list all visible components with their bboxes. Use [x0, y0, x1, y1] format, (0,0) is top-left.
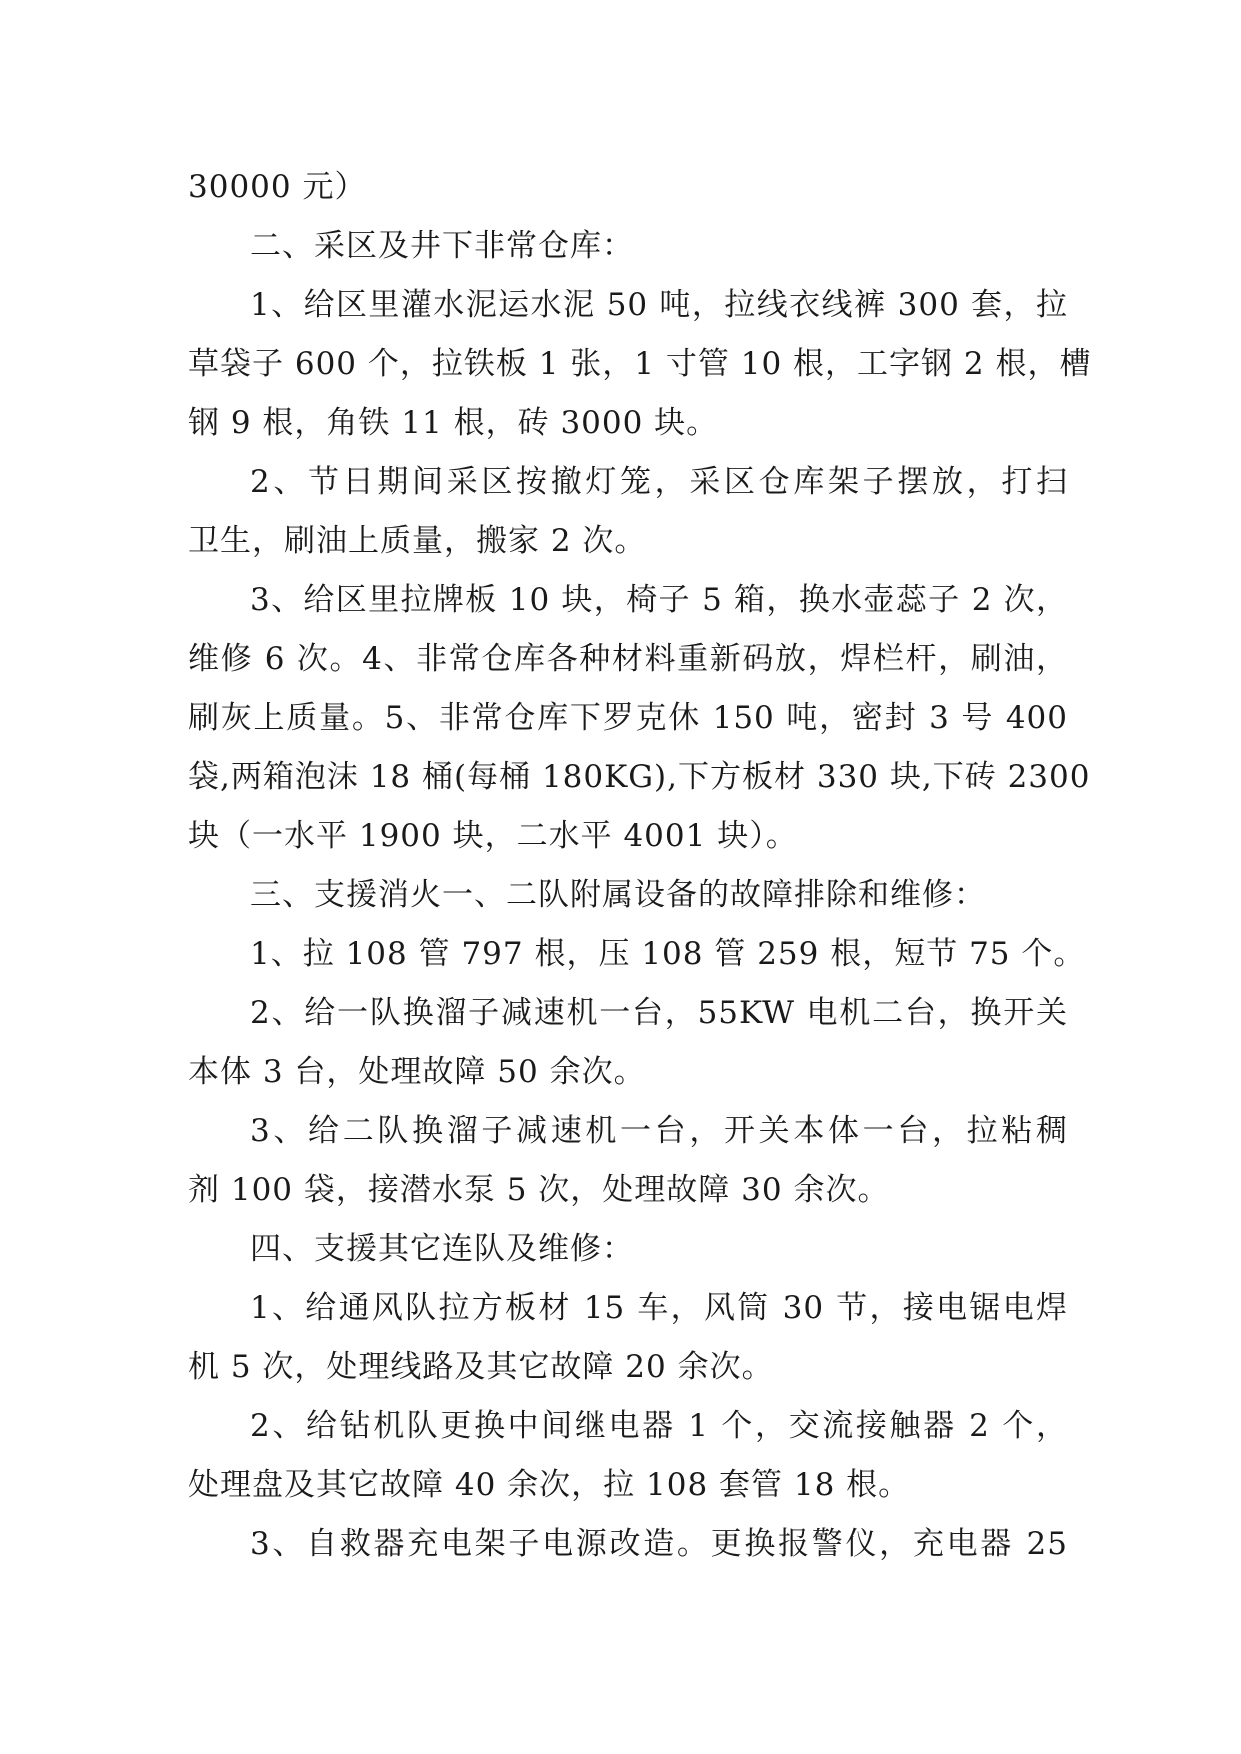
document-body [188, 158, 1092, 1574]
paragraph-line: 本体 3 台，处理故障 50 余次。 [188, 1054, 646, 1090]
paragraph-line: 草袋子 600 个，拉铁板 1 张，1 寸管 10 根，工字钢 2 根，槽 [188, 346, 1092, 382]
paragraph-line: 2、给钻机队更换中间继电器 1 个，交流接触器 2 个， [250, 1408, 1068, 1444]
paragraph-line: 1、给区里灌水泥运水泥 50 吨，拉线衣线裤 300 套，拉 [250, 287, 1068, 323]
paragraph-line: 块（一水平 1900 块，二水平 4001 块）。 [188, 818, 798, 854]
section-heading: 三、支援消火一、二队附属设备的故障排除和维修： [250, 877, 986, 913]
paragraph-line: 1、拉 108 管 797 根，压 108 管 259 根，短节 75 个。 [250, 936, 1086, 972]
paragraph-line: 2、节日期间采区按撤灯笼，采区仓库架子摆放，打扫 [250, 464, 1068, 500]
paragraph-line: 剂 100 袋，接潜水泵 5 次，处理故障 30 余次。 [188, 1172, 890, 1208]
paragraph-line: 机 5 次，处理线路及其它故障 20 余次。 [188, 1349, 774, 1385]
paragraph-line: 袋,两箱泡沫 18 桶(每桶 180KG),下方板材 330 块,下砖 2300 [188, 759, 1091, 795]
paragraph-line: 3、自救器充电架子电源改造。更换报警仪，充电器 25 [250, 1526, 1068, 1562]
section-heading: 二、采区及井下非常仓库： [250, 228, 634, 264]
paragraph-line: 2、给一队换溜子减速机一台，55KW 电机二台，换开关 [250, 995, 1068, 1031]
paragraph-line: 1、给通风队拉方板材 15 车，风筒 30 节，接电锯电焊 [250, 1290, 1068, 1326]
paragraph-line: 30000 元） [188, 169, 367, 205]
paragraph-line: 处理盘及其它故障 40 余次，拉 108 套管 18 根。 [188, 1467, 911, 1503]
paragraph-line: 3、给二队换溜子减速机一台，开关本体一台，拉粘稠 [250, 1113, 1068, 1149]
paragraph-line: 刷灰上质量。5、非常仓库下罗克休 150 吨，密封 3 号 400 [188, 700, 1068, 736]
section-heading: 四、支援其它连队及维修： [250, 1231, 634, 1267]
paragraph-line: 钢 9 根，角铁 11 根，砖 3000 块。 [188, 405, 719, 441]
paragraph-line: 维修 6 次。4、非常仓库各种材料重新码放，焊栏杆，刷油， [188, 641, 1068, 677]
paragraph-line: 3、给区里拉牌板 10 块，椅子 5 箱，换水壶蕊子 2 次， [250, 582, 1068, 618]
paragraph-line: 卫生，刷油上质量，搬家 2 次。 [188, 523, 647, 559]
